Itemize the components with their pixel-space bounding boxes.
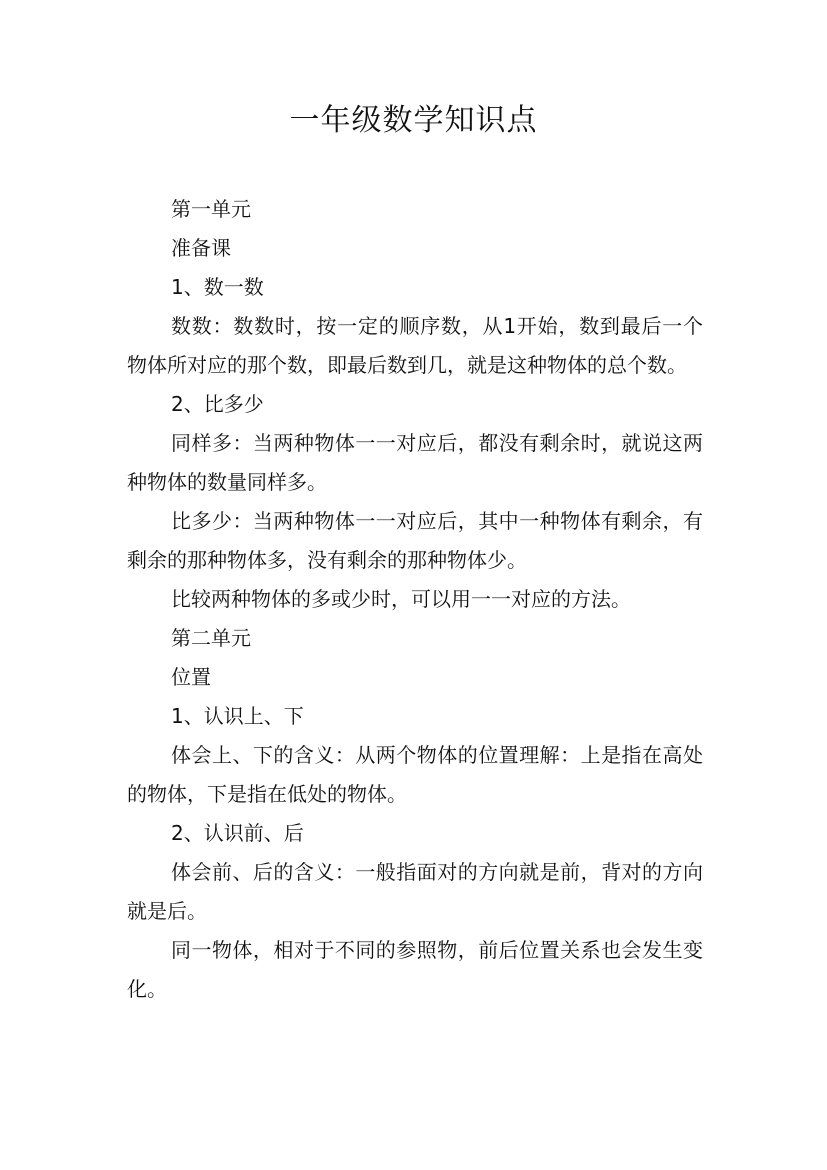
body-paragraph: 比较两种物体的多或少时，可以用一一对应的方法。: [171, 587, 631, 611]
page-title: 一年级数学知识点: [289, 103, 538, 138]
body-paragraph: 体会上、下的含义：从两个物体的位置理解：上是指在高处的物体，下是指在低处的物体。: [127, 743, 703, 806]
body-paragraph: 比多少：当两种物体一一对应后，其中一种物体有剩余，有剩余的那种物体多，没有剩余的那种物体少。: [127, 509, 703, 572]
document-body: [127, 190, 703, 1009]
section-heading: 1、认识上、下: [171, 704, 304, 728]
section-heading: 1、数一数: [171, 275, 264, 299]
body-paragraph: 同样多：当两种物体一一对应后，都没有剩余时，就说这两种物体的数量同样多。: [127, 431, 703, 494]
lesson-heading: 位置: [171, 665, 211, 689]
body-paragraph: 数数：数数时，按一定的顺序数，从1开始，数到最后一个物体所对应的那个数，即最后数到几，就是这种物体的总个数。: [127, 314, 703, 377]
section-heading: 2、比多少: [171, 392, 264, 416]
body-paragraph: 同一物体，相对于不同的参照物，前后位置关系也会发生变化。: [127, 938, 703, 1001]
section-heading: 2、认识前、后: [171, 821, 304, 845]
body-paragraph: 体会前、后的含义：一般指面对的方向就是前，背对的方向就是后。: [127, 860, 703, 923]
unit-heading: 第二单元: [171, 626, 251, 650]
lesson-heading: 准备课: [171, 236, 231, 260]
unit-heading: 第一单元: [171, 197, 251, 221]
